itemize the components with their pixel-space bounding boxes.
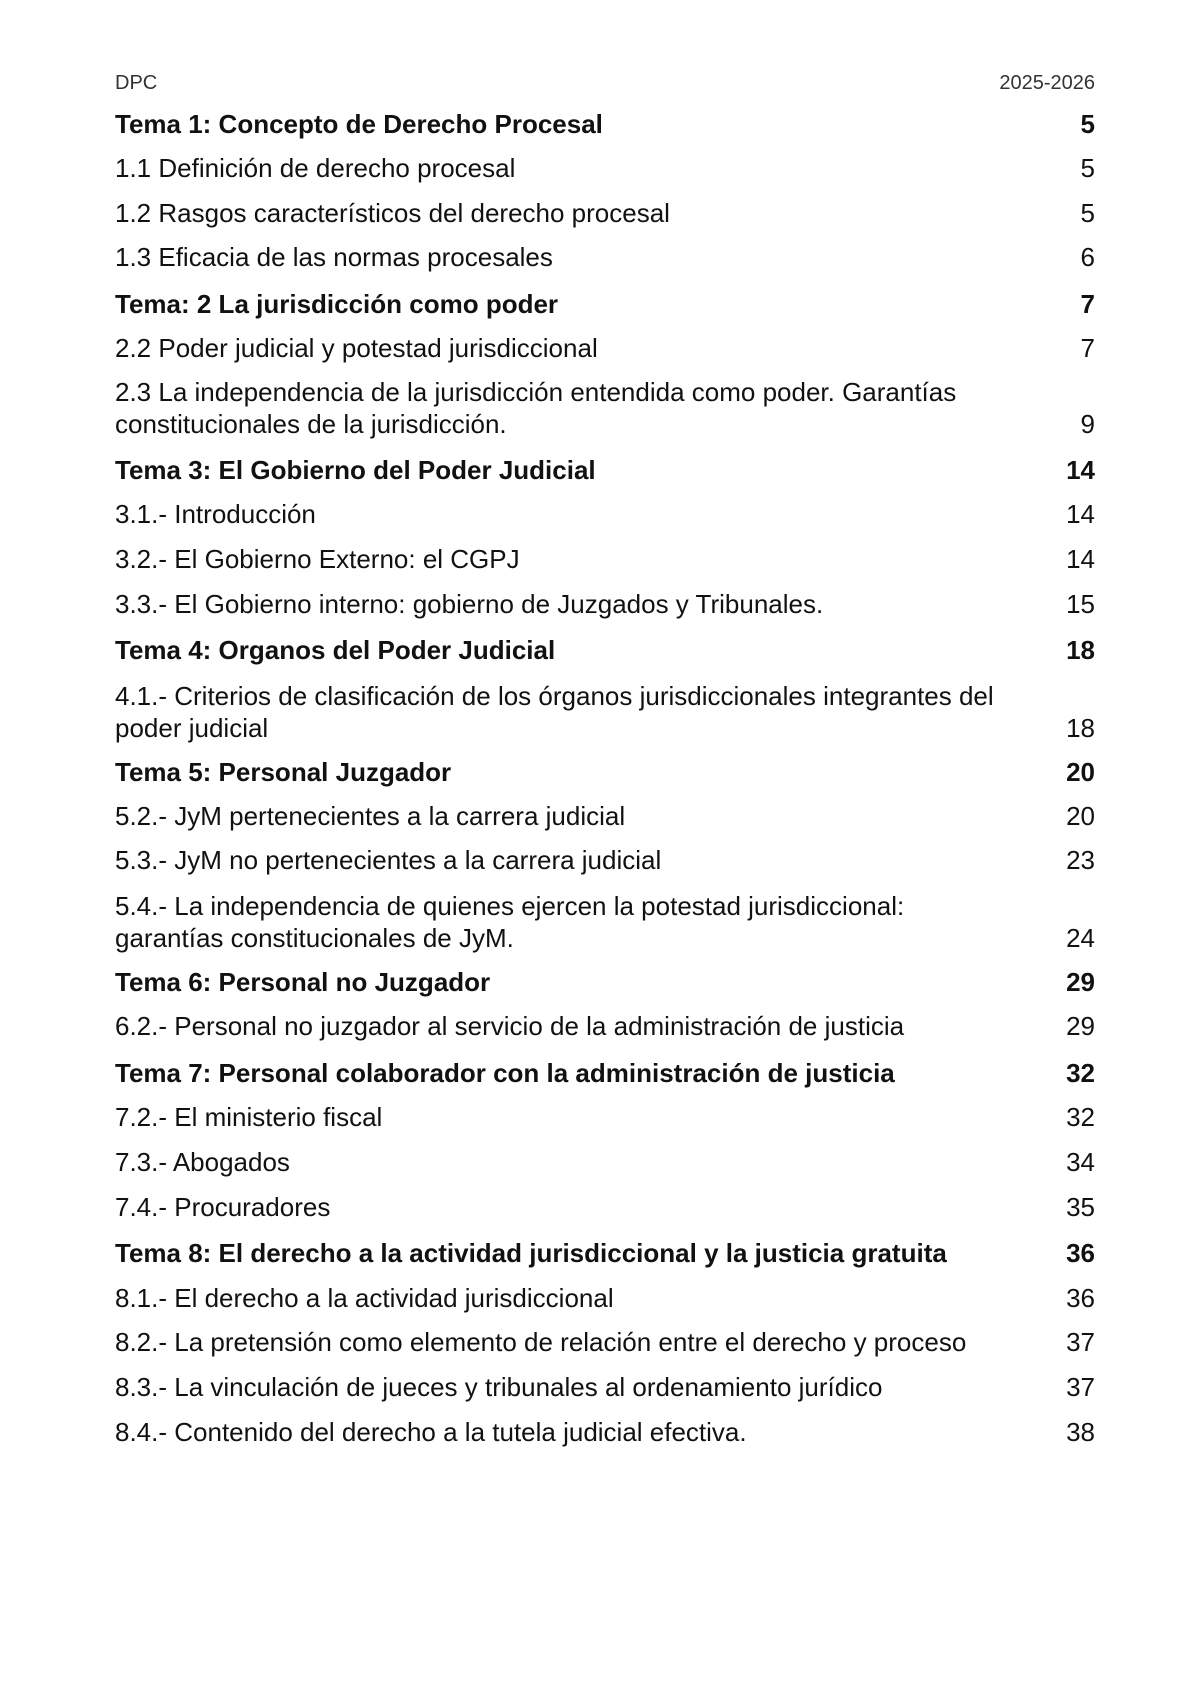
toc-entry-title-line-2: constitucionales de la jurisdicción. xyxy=(115,409,507,439)
toc-entry-page-number: 36 xyxy=(1066,1238,1095,1268)
toc-entry-title-line-1: 2.3 La independencia de la jurisdicción entendida como poder. Garantías xyxy=(115,377,957,407)
toc-entry-page-number: 37 xyxy=(1066,1372,1095,1402)
toc-entry-page-number: 29 xyxy=(1066,967,1095,997)
toc-entry-page-number: 36 xyxy=(1066,1283,1095,1313)
toc-entry-page-number: 5 xyxy=(1080,198,1095,228)
toc-entry-page-number: 37 xyxy=(1066,1327,1095,1357)
toc-entry-title: 5.2.- JyM pertenecientes a la carrera judicial xyxy=(115,801,626,831)
toc-entry-page-number: 20 xyxy=(1066,801,1095,831)
toc-entry-title: Tema 4: Organos del Poder Judicial xyxy=(115,635,556,665)
toc-chapter-entry xyxy=(115,288,1095,320)
toc-section-entry xyxy=(115,800,1095,832)
toc-entry-page-number: 20 xyxy=(1066,757,1095,787)
toc-entry-title: Tema 5: Personal Juzgador xyxy=(115,757,452,787)
toc-entry-page-number: 7 xyxy=(1080,333,1095,363)
toc-entry-title: 8.4.- Contenido del derecho a la tutela judicial efectiva. xyxy=(115,1417,747,1447)
toc-chapter-entry xyxy=(115,966,1095,998)
toc-entry-title: 3.3.- El Gobierno interno: gobierno de Juzgados y Tribunales. xyxy=(115,589,824,619)
toc-entry-title: 1.1 Definición de derecho procesal xyxy=(115,153,516,183)
toc-entry-title: Tema 8: El derecho a la actividad jurisdiccional y la justicia gratuita xyxy=(115,1238,947,1268)
toc-entry-title: 1.3 Eficacia de las normas procesales xyxy=(115,242,553,272)
toc-entry-title: 6.2.- Personal no juzgador al servicio de la administración de justicia xyxy=(115,1011,905,1041)
toc-chapter-entry xyxy=(115,108,1095,140)
toc-entry-title: 7.3.- Abogados xyxy=(115,1147,290,1177)
toc-entry-title: 8.3.- La vinculación de jueces y tribunales al ordenamiento jurídico xyxy=(115,1372,883,1402)
header-course-code: DPC xyxy=(115,72,158,94)
toc-entry-title: 2.2 Poder judicial y potestad jurisdiccional xyxy=(115,333,598,363)
toc-section-entry xyxy=(115,332,1095,364)
toc-chapter-entry xyxy=(115,1237,1095,1269)
toc-entry-page-number: 32 xyxy=(1066,1058,1095,1088)
toc-entry-title: Tema 6: Personal no Juzgador xyxy=(115,967,491,997)
toc-entry-page-number: 23 xyxy=(1066,845,1095,875)
page-header xyxy=(115,72,1095,95)
toc-section-entry xyxy=(115,1010,1095,1042)
toc-entry-title-line-2: garantías constitucionales de JyM. xyxy=(115,923,514,953)
toc-section-entry xyxy=(115,1326,1095,1358)
toc-entry-page-number: 29 xyxy=(1066,1011,1095,1041)
toc-section-entry xyxy=(115,543,1095,575)
toc-entry-page-number: 18 xyxy=(1066,635,1095,665)
toc-entry-page-number: 6 xyxy=(1080,242,1095,272)
toc-section-entry xyxy=(115,152,1095,184)
toc-entry-page-number: 5 xyxy=(1080,153,1095,183)
toc-section-entry xyxy=(115,241,1095,273)
header-academic-year: 2025-2026 xyxy=(999,72,1095,94)
toc-entry-page-number: 32 xyxy=(1066,1102,1095,1132)
toc-section-entry xyxy=(115,890,1095,954)
toc-entry-title: 7.4.- Procuradores xyxy=(115,1192,331,1222)
toc-entry-title: Tema 7: Personal colaborador con la administración de justicia xyxy=(115,1058,895,1088)
toc-section-entry xyxy=(115,376,1095,440)
toc-entry-page-number: 24 xyxy=(1066,923,1095,953)
toc-section-entry xyxy=(115,1146,1095,1178)
toc-entry-title: 3.2.- El Gobierno Externo: el CGPJ xyxy=(115,544,520,574)
toc-section-entry xyxy=(115,197,1095,229)
toc-entry-title: 3.1.- Introducción xyxy=(115,499,316,529)
toc-chapter-entry xyxy=(115,1057,1095,1089)
toc-section-entry xyxy=(115,844,1095,876)
toc-section-entry xyxy=(115,1101,1095,1133)
toc-entry-page-number: 14 xyxy=(1066,455,1095,485)
toc-entry-page-number: 5 xyxy=(1080,109,1095,139)
toc-entry-title-line-1: 5.4.- La independencia de quienes ejercen la potestad jurisdiccional: xyxy=(115,891,905,921)
toc-entry-title: Tema 1: Concepto de Derecho Procesal xyxy=(115,109,603,139)
toc-entry-page-number: 38 xyxy=(1066,1417,1095,1447)
toc-section-entry xyxy=(115,1371,1095,1403)
toc-entry-title: 8.2.- La pretensión como elemento de relación entre el derecho y proceso xyxy=(115,1327,967,1357)
toc-chapter-entry xyxy=(115,634,1095,666)
toc-section-entry xyxy=(115,1282,1095,1314)
toc-entry-page-number: 9 xyxy=(1080,409,1095,439)
toc-section-entry xyxy=(115,498,1095,530)
toc-entry-title: 1.2 Rasgos característicos del derecho procesal xyxy=(115,198,670,228)
toc-entry-title: 5.3.- JyM no pertenecientes a la carrera judicial xyxy=(115,845,662,875)
toc-entry-title-line-2: poder judicial xyxy=(115,713,269,743)
toc-entry-page-number: 14 xyxy=(1066,499,1095,529)
toc-entry-page-number: 14 xyxy=(1066,544,1095,574)
toc-section-entry xyxy=(115,1191,1095,1223)
toc-chapter-entry xyxy=(115,756,1095,788)
toc-entry-title: 8.1.- El derecho a la actividad jurisdiccional xyxy=(115,1283,614,1313)
toc-section-entry xyxy=(115,588,1095,620)
toc-entry-page-number: 7 xyxy=(1080,289,1095,319)
toc-entry-title: Tema 3: El Gobierno del Poder Judicial xyxy=(115,455,596,485)
toc-entry-page-number: 34 xyxy=(1066,1147,1095,1177)
toc-entry-page-number: 35 xyxy=(1066,1192,1095,1222)
toc-entry-page-number: 18 xyxy=(1066,713,1095,743)
toc-chapter-entry xyxy=(115,454,1095,486)
toc-entry-title: Tema: 2 La jurisdicción como poder xyxy=(115,289,559,319)
toc-entry-title-line-1: 4.1.- Criterios de clasificación de los órganos jurisdiccionales integrantes del xyxy=(115,681,994,711)
toc-section-entry xyxy=(115,1416,1095,1448)
toc-entry-title: 7.2.- El ministerio fiscal xyxy=(115,1102,383,1132)
toc-entry-page-number: 15 xyxy=(1066,589,1095,619)
toc-section-entry xyxy=(115,680,1095,744)
